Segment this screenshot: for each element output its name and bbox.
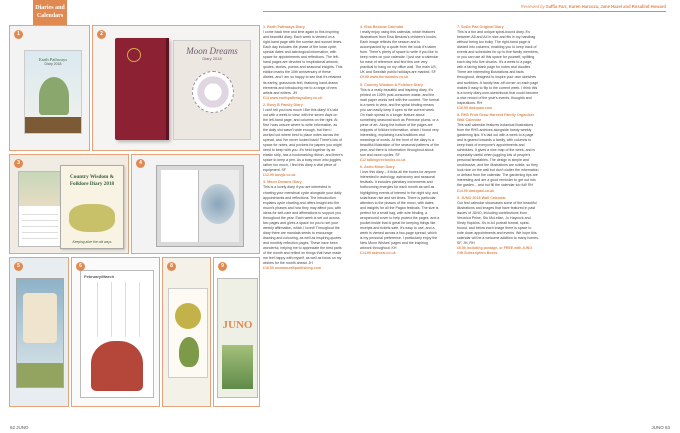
review-body: This wall calendar features botanical illustrations from the RHS archives alongside handy weekly gardening tips. It's laid out with a week to a page and is geared towards a family, with columns to keep track of everyone's appointments and schedules. It gives a nice map of the week, and is especially useful when juggling lots of people's personal timetables. The design is simple and unobtrusive, and the illustrations are subtle, so they look nice on the wall but don't clutter the information or detract from the calendar. The gardening tips are interesting and are a good reminder to get out into the garden... and not fill the calendar too full! RH	[457, 122, 539, 188]
moon-illustration	[201, 184, 235, 224]
calendar-grid	[84, 282, 150, 337]
review-heading: 2. Busy B Family Diary	[263, 102, 303, 107]
busy-b-diary-image	[115, 38, 169, 140]
header-rule	[263, 11, 666, 12]
harvest-illustration	[69, 204, 115, 232]
moon-dreams-title: Moon Dreams	[186, 46, 238, 56]
review-body: I can't tell you how much I like this diary! It's laid out with a week to view, with the seven days on the left-hand page, and columns on the right. At first I was unsure where to write information, as the daily slot wasn't wide enough, but then I worked out where best to place notes across the spread, and I've never looked back! There's lots of space for notes, and pockets for papers you might need to keep with you. It's held together by an elastic strip, has a bookmarking ribbon, and there's space to keep a pen. As a busy mum who juggles rather too much, I find this diary a vital piece of equipment. SF	[263, 107, 343, 173]
fruit-illustration	[91, 341, 143, 391]
product-cell-2	[92, 25, 260, 151]
cell-number: 3	[14, 159, 23, 168]
reviewers-names: Saffia Farr, Karen Harcoza, Jane Hazel and Rosalind Howard	[545, 4, 666, 9]
cell-number: 6	[76, 262, 85, 271]
country-wisdom-sub: Keeping alive the old ways	[72, 240, 112, 244]
review-body: This is a fun and unique spiral-bound diary. It's between A5 and A4 in size and fits in my handbag without being too bulky. The right-hand page is divided into columns, enabling you to keep track of events and schedules for up to five family members, or you can use all this space for yourself, splitting each day into five chunks. It's a week to a page, with a facing blank page for notes and doodles. There are interesting illustrations and facts throughout, designed to inspire your own sketches and scribbles. A handy tear-off corner on each page makes it easy to flip to the current week. I think this is a lovely diary-cum-sketchbook that could become a nice record of the year's events, thoughts and inspirations. RH	[457, 30, 539, 105]
fruit-botanical-image	[168, 288, 208, 378]
elastic-strap	[166, 38, 169, 140]
folio-left: 62 JUNO	[10, 425, 29, 430]
review-body: Our first calendar showcases some of the beautiful illustrations and images that have featured in past issues of JUNO, including contributions from Veronica Peine, Stu McLellan, Jo Haycock and Kirsty Hopkins. It's in A4 portrait format, spiral-bound, and below each image there is space to note down appointments and events. We hope this calendar will be a welcome addition to many homes. SF, JH, RH	[457, 200, 539, 245]
review-price-link[interactable]: £14.99 dodopad.co.uk	[457, 188, 495, 193]
review-price-link[interactable]: £12.99 busyb.co.uk	[263, 173, 296, 178]
sodo-pad-diary-image	[16, 278, 64, 388]
astro-moon-diary-image	[156, 165, 244, 247]
earth-diary-sub: Diary 2018	[44, 62, 62, 66]
product-cell-8	[162, 257, 211, 407]
cell-number: 4	[136, 159, 145, 168]
product-cell-1	[9, 25, 90, 151]
cell-number: 9	[218, 262, 227, 271]
calendar-month: February/March	[84, 274, 115, 279]
text-column-1	[263, 23, 343, 273]
product-cell-3	[9, 154, 129, 254]
moon-dreams-year: Diary 2018	[202, 56, 222, 61]
earth-diary-title: Earth Pathways	[38, 57, 68, 62]
landscape	[17, 363, 63, 387]
review-price-link[interactable]: £14 www.earthpathwaysdiary.co.uk	[263, 95, 323, 100]
product-cell-9	[213, 257, 260, 407]
review-price-link[interactable]: £12 talkingtreebooks.co.uk	[360, 158, 406, 163]
text-column-2	[360, 23, 440, 258]
review-heading: 6. Astro Moon Diary	[360, 165, 395, 170]
earth-pathways-diary-image	[24, 50, 82, 134]
review-heading: 5. Country Wisdom & Folklore Diary	[360, 82, 423, 87]
cell-number: 5	[14, 262, 23, 271]
review-heading: 8. RHS Fruit Grow Harvest Family Organiser Wall Calendar	[457, 112, 535, 122]
folio-right: JUNO 63	[651, 425, 670, 430]
review-body: I really enjoy using this calendar, which features illustrations from Elsa Beskow's children's books. Each image reflects the season and is accompanied by a quote from the book it's taken from. There's plenty of space to write if you like to keep notes on your calendar. I just use a calendar for ease of reference and find this one very practical to hang on my office wall. The main US, UK and Swedish public holidays are marked. SF	[360, 30, 439, 75]
review-heading: 3. Moon Dreams Diary	[263, 180, 302, 185]
review-body: I come back time and time again to this inspiring and beautiful diary. Each week is viewed on a right-hand page with the sunrise and sunset times. Each day includes the phase of the lunar cycle, special dates and astrological information, with space for appointments and reflections. The left-hand pages are devoted to inspirational artwork, quotes, stories, poems and seasonal insights. This edition marks the 10th anniversary of these diaries, and I am so happy to see that it's retained its earthy, grassroots feel, featuring hand-drawn elements and introducing me to a range of new artists and writers. JH	[263, 30, 343, 95]
reviewed-by-label: Reviewed by	[520, 4, 545, 9]
apple-illustration	[175, 303, 201, 329]
juno-artwork	[222, 345, 253, 389]
text-column-3	[457, 23, 539, 258]
review-price-link[interactable]: £14.99 astrocal.co.uk	[360, 251, 396, 256]
section-badge: Diaries and Calendars	[33, 0, 67, 40]
elsa-beskow-calendar-image	[18, 171, 62, 247]
review-price-link[interactable]: £16.95 dodopad.com	[457, 105, 493, 110]
product-cell-4	[131, 154, 260, 254]
review-heading: 1. Earth Pathways Diary	[263, 25, 305, 29]
cell-number: 1	[14, 30, 23, 39]
diary-page-left	[161, 170, 199, 242]
rhs-calendar-image	[80, 270, 154, 398]
product-cell-5	[9, 257, 69, 407]
earth-ground	[25, 117, 81, 133]
review-heading: 9. JUNO 2018 Wall Calendar	[457, 195, 506, 200]
review-price-link[interactable]: £6.50 including postage, or FREE with JUNO Gift Subscription Boxes	[457, 246, 533, 256]
juno-calendar-image	[217, 278, 258, 398]
country-wisdom-title: Country Wisdom & Folklore Diary 2018	[69, 174, 115, 187]
cell-number: 8	[167, 262, 176, 271]
moon-dreams-diary-image	[173, 40, 251, 140]
calendar-illustration	[19, 172, 61, 206]
product-cell-6	[71, 257, 160, 407]
review-price-link[interactable]: £9.99 www.florisbooks.co.uk	[360, 75, 409, 80]
pad-illustration	[23, 293, 57, 343]
review-price-link[interactable]: £16.50 womancraftpublishing.com	[263, 266, 321, 271]
juno-calendar-logo: JUNO	[222, 319, 253, 331]
review-body: I love this diary – it ticks all the boxes for anyone interested in astrology, astronomy and seasonal festivals. It includes planetary movements and forthcoming energies for each month as well as highlighting events of interest in the night sky, and solar/lunar rise and set times. There is particular attention to the phases of the moon, with dates and insights for all the Pagan festivals. The size is perfect for a small bag, with wire binding, a wraparound cover to help protect the pages, and a pocket inside that is great for keeping things like receipts and tickets safe. It's easy to use, and a week is viewed across a two-page spread, which is my personal preference. I particularly enjoy the New Moon Wishes' pages and the inspiring artwork throughout. KH	[360, 170, 440, 251]
reviewers-byline	[521, 4, 666, 9]
country-wisdom-diary-image	[60, 165, 124, 249]
review-heading: 7. SoDo Pad Original Diary	[457, 25, 504, 29]
review-body: This is a lovely diary if you are interested in charting your menstrual cycle alongside your daily appointments and reflections. The introduction explains cycle charting and offers insight into the moon's phases and how they may affect you, with ideas for self-care and affirmations to support you throughout the year. Each week is set out across two pages and gives a space for you to set your weekly affirmation, which I loved! Throughout the diary there are mandala seeds to encourage drawing and colouring, as well as inspiring quotes and monthly reflection pages. These have been wonderful, helping me to appreciate the best parts of the month and reflect on things that have made me feel happy with myself, as well as focus on my wishes for the month ahead. JH	[263, 185, 342, 266]
cell-number: 2	[97, 30, 106, 39]
tree-illustration	[39, 77, 69, 115]
mandala-illustration	[192, 71, 234, 113]
review-body: This is a really beautiful and inspiring diary. It's printed on 100% post-consumer waste, and the matt paper works well with the content. The format is a week to view, and the spiral binding means you can easily keep it open at the current week. On each spread is a longer feature about something seasonal such as Primrose plums, or a piece of art. Along the bottom of the pages are snippets of folklore information, which I found very interesting, explaining rural traditions and meanings of words. At the front of the diary is a beautiful illustration of the seasonal patterns of the year, and there is information throughout about sun and moon cycles. SF	[360, 87, 440, 158]
review-heading: 4. Elsa Beskow Calendar	[360, 25, 404, 29]
calendar-grid	[22, 209, 58, 243]
leaf-illustration	[179, 337, 199, 367]
bee-logo	[127, 48, 141, 62]
